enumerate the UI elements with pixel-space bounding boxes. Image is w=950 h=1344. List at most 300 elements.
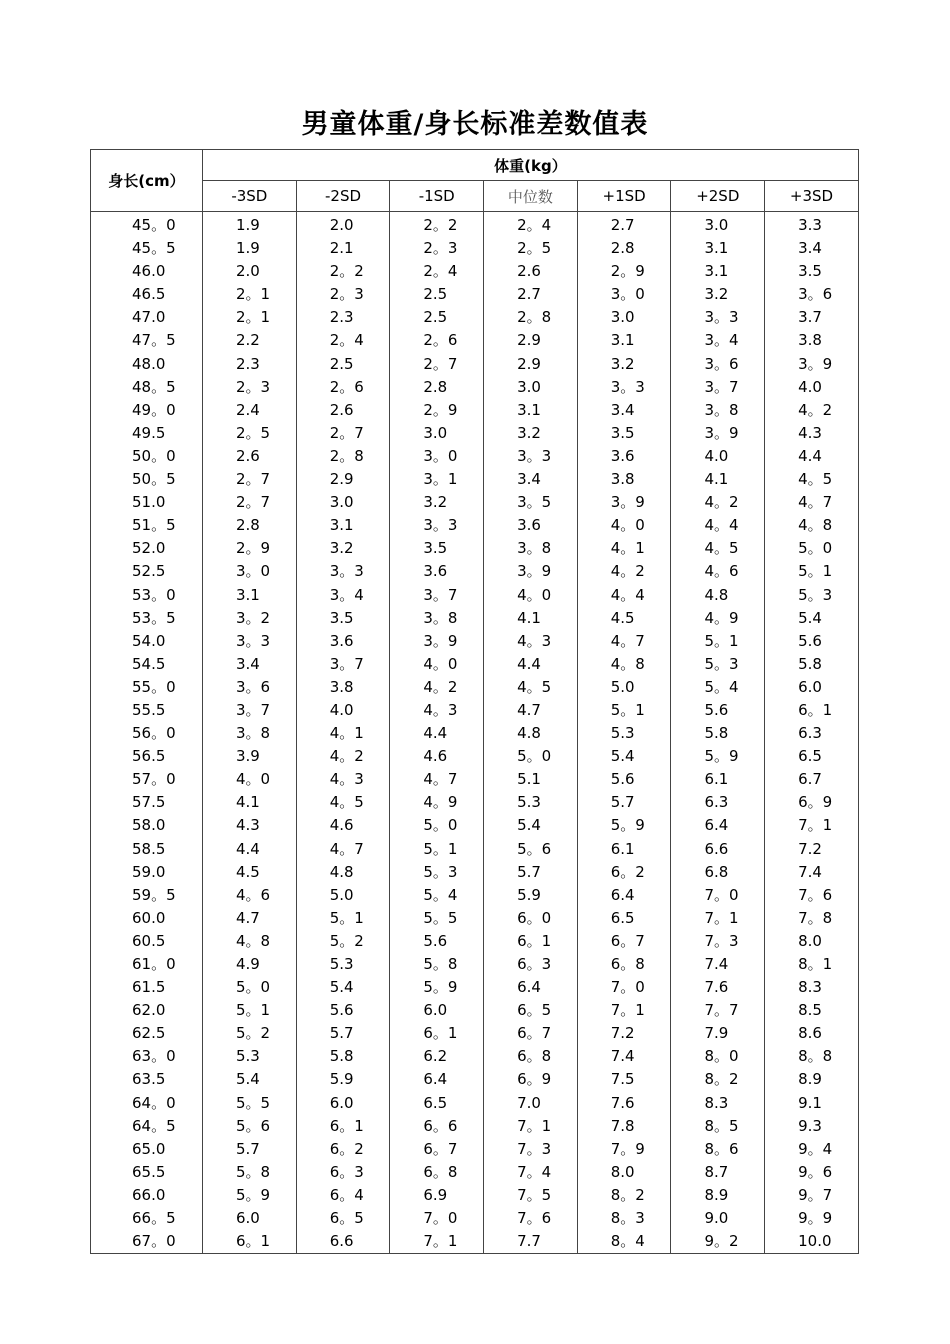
cell-plus-2sd: 8。0 [671, 1045, 765, 1068]
cell-length: 59。5 [91, 884, 203, 907]
cell-minus-2sd: 6.6 [296, 1230, 390, 1254]
cell-plus-2sd: 5。9 [671, 745, 765, 768]
cell-minus-1sd: 6。8 [390, 1161, 484, 1184]
cell-minus-2sd: 4。7 [296, 838, 390, 861]
cell-median: 4.4 [484, 653, 578, 676]
column-header-plus-2sd: +2SD [671, 181, 765, 212]
cell-plus-3sd: 8.5 [765, 999, 859, 1022]
cell-plus-1sd: 6。7 [577, 930, 671, 953]
cell-plus-1sd: 7.5 [577, 1068, 671, 1091]
cell-plus-1sd: 3。0 [577, 283, 671, 306]
cell-plus-1sd: 7。0 [577, 976, 671, 999]
table-row [91, 838, 859, 861]
cell-minus-1sd: 3.5 [390, 537, 484, 560]
cell-length: 46.5 [91, 283, 203, 306]
cell-minus-3sd: 2.0 [203, 260, 297, 283]
cell-plus-3sd: 9。4 [765, 1138, 859, 1161]
cell-minus-2sd: 3.2 [296, 537, 390, 560]
cell-minus-2sd: 2.6 [296, 399, 390, 422]
cell-plus-3sd: 8。8 [765, 1045, 859, 1068]
cell-minus-3sd: 2。3 [203, 376, 297, 399]
cell-plus-2sd: 4。6 [671, 560, 765, 583]
cell-length: 57。0 [91, 768, 203, 791]
cell-length: 53。0 [91, 584, 203, 607]
cell-minus-3sd: 1.9 [203, 237, 297, 260]
cell-length: 63。0 [91, 1045, 203, 1068]
table-row [91, 445, 859, 468]
cell-minus-2sd: 2.3 [296, 306, 390, 329]
cell-median: 6.4 [484, 976, 578, 999]
weight-for-length-table [90, 149, 859, 1254]
cell-plus-2sd: 3。6 [671, 353, 765, 376]
column-header-minus-2sd: -2SD [296, 181, 390, 212]
cell-median: 3.2 [484, 422, 578, 445]
cell-plus-3sd: 8.0 [765, 930, 859, 953]
cell-plus-2sd: 6.3 [671, 791, 765, 814]
cell-plus-3sd: 4。2 [765, 399, 859, 422]
table-row [91, 237, 859, 260]
cell-plus-3sd: 9.1 [765, 1092, 859, 1115]
cell-length: 45。0 [91, 212, 203, 238]
cell-median: 7。6 [484, 1207, 578, 1230]
cell-length: 47.0 [91, 306, 203, 329]
cell-minus-2sd: 3。3 [296, 560, 390, 583]
cell-plus-2sd: 4.1 [671, 468, 765, 491]
table-row [91, 768, 859, 791]
cell-median: 5.1 [484, 768, 578, 791]
cell-minus-1sd: 3。1 [390, 468, 484, 491]
cell-plus-3sd: 3.7 [765, 306, 859, 329]
cell-minus-2sd: 6.0 [296, 1092, 390, 1115]
cell-length: 66.0 [91, 1184, 203, 1207]
table-row [91, 699, 859, 722]
cell-plus-2sd: 3.1 [671, 237, 765, 260]
table-row [91, 861, 859, 884]
cell-length: 47。5 [91, 329, 203, 352]
cell-plus-3sd: 9。9 [765, 1207, 859, 1230]
cell-minus-3sd: 4。0 [203, 768, 297, 791]
cell-median: 6。8 [484, 1045, 578, 1068]
cell-plus-1sd: 2。9 [577, 260, 671, 283]
cell-length: 45。5 [91, 237, 203, 260]
cell-plus-2sd: 8.9 [671, 1184, 765, 1207]
cell-minus-1sd: 5。3 [390, 861, 484, 884]
cell-minus-3sd: 4.9 [203, 953, 297, 976]
cell-plus-1sd: 3.2 [577, 353, 671, 376]
cell-plus-1sd: 3.6 [577, 445, 671, 468]
cell-minus-2sd: 6。4 [296, 1184, 390, 1207]
cell-length: 55.5 [91, 699, 203, 722]
cell-minus-2sd: 2。8 [296, 445, 390, 468]
cell-minus-2sd: 5.0 [296, 884, 390, 907]
cell-median: 4.1 [484, 607, 578, 630]
cell-minus-1sd: 5.6 [390, 930, 484, 953]
cell-plus-3sd: 6.3 [765, 722, 859, 745]
cell-minus-3sd: 3.1 [203, 584, 297, 607]
cell-median: 2.7 [484, 283, 578, 306]
cell-median: 2.9 [484, 353, 578, 376]
cell-median: 3。9 [484, 560, 578, 583]
cell-plus-3sd: 7。1 [765, 814, 859, 837]
cell-plus-1sd: 8.0 [577, 1161, 671, 1184]
cell-median: 6。1 [484, 930, 578, 953]
cell-minus-3sd: 4.3 [203, 814, 297, 837]
cell-minus-2sd: 2。4 [296, 329, 390, 352]
cell-length: 67。0 [91, 1230, 203, 1254]
cell-plus-3sd: 3.8 [765, 329, 859, 352]
cell-plus-1sd: 3。3 [577, 376, 671, 399]
cell-minus-1sd: 2。2 [390, 212, 484, 238]
cell-length: 48。5 [91, 376, 203, 399]
cell-length: 52.0 [91, 537, 203, 560]
cell-median: 5。6 [484, 838, 578, 861]
cell-median: 6。3 [484, 953, 578, 976]
cell-length: 60.5 [91, 930, 203, 953]
cell-median: 2。8 [484, 306, 578, 329]
cell-plus-1sd: 3.8 [577, 468, 671, 491]
table-row [91, 260, 859, 283]
cell-minus-3sd: 2.4 [203, 399, 297, 422]
cell-minus-1sd: 5。1 [390, 838, 484, 861]
table-row [91, 884, 859, 907]
cell-length: 56。0 [91, 722, 203, 745]
cell-minus-2sd: 2.0 [296, 212, 390, 238]
cell-plus-2sd: 7。0 [671, 884, 765, 907]
cell-length: 49。0 [91, 399, 203, 422]
table-row [91, 329, 859, 352]
cell-minus-3sd: 5。9 [203, 1184, 297, 1207]
cell-plus-1sd: 4。2 [577, 560, 671, 583]
cell-minus-2sd: 5.7 [296, 1022, 390, 1045]
table-row [91, 306, 859, 329]
cell-plus-2sd: 5。4 [671, 676, 765, 699]
cell-minus-2sd: 3.8 [296, 676, 390, 699]
table-row [91, 907, 859, 930]
cell-plus-1sd: 7.4 [577, 1045, 671, 1068]
table-row [91, 930, 859, 953]
cell-plus-3sd: 6。1 [765, 699, 859, 722]
table-row [91, 953, 859, 976]
cell-minus-3sd: 2。7 [203, 491, 297, 514]
cell-length: 66。5 [91, 1207, 203, 1230]
cell-length: 51.0 [91, 491, 203, 514]
cell-minus-1sd: 5。9 [390, 976, 484, 999]
cell-minus-3sd: 2。1 [203, 283, 297, 306]
cell-plus-3sd: 5.4 [765, 607, 859, 630]
cell-minus-2sd: 3.0 [296, 491, 390, 514]
cell-plus-3sd: 8.6 [765, 1022, 859, 1045]
column-header-minus-3sd: -3SD [203, 181, 297, 212]
cell-minus-2sd: 2。3 [296, 283, 390, 306]
cell-plus-3sd: 5.8 [765, 653, 859, 676]
cell-plus-2sd: 8.7 [671, 1161, 765, 1184]
cell-minus-1sd: 2.5 [390, 306, 484, 329]
cell-minus-3sd: 4。6 [203, 884, 297, 907]
cell-plus-1sd: 8。4 [577, 1230, 671, 1254]
cell-median: 6。7 [484, 1022, 578, 1045]
cell-length: 48.0 [91, 353, 203, 376]
table-row [91, 1207, 859, 1230]
cell-plus-3sd: 4.0 [765, 376, 859, 399]
cell-minus-1sd: 4。0 [390, 653, 484, 676]
cell-length: 60.0 [91, 907, 203, 930]
cell-minus-2sd: 5.9 [296, 1068, 390, 1091]
cell-minus-3sd: 2.2 [203, 329, 297, 352]
cell-plus-3sd: 7.4 [765, 861, 859, 884]
cell-minus-1sd: 3。8 [390, 607, 484, 630]
cell-minus-3sd: 3。2 [203, 607, 297, 630]
cell-minus-1sd: 7。0 [390, 1207, 484, 1230]
cell-plus-3sd: 9.3 [765, 1115, 859, 1138]
cell-plus-2sd: 3.1 [671, 260, 765, 283]
cell-median: 5.9 [484, 884, 578, 907]
cell-minus-3sd: 5。2 [203, 1022, 297, 1045]
cell-minus-2sd: 5。1 [296, 907, 390, 930]
cell-plus-2sd: 4.0 [671, 445, 765, 468]
cell-median: 7.0 [484, 1092, 578, 1115]
cell-length: 64。5 [91, 1115, 203, 1138]
cell-length: 58.5 [91, 838, 203, 861]
cell-plus-2sd: 3。3 [671, 306, 765, 329]
cell-median: 6。0 [484, 907, 578, 930]
cell-plus-1sd: 3。9 [577, 491, 671, 514]
cell-minus-1sd: 2.8 [390, 376, 484, 399]
cell-length: 53。5 [91, 607, 203, 630]
cell-minus-1sd: 6.9 [390, 1184, 484, 1207]
table-row [91, 560, 859, 583]
table-row [91, 1230, 859, 1254]
cell-median: 4.7 [484, 699, 578, 722]
cell-length: 65.5 [91, 1161, 203, 1184]
table-row [91, 353, 859, 376]
cell-length: 49.5 [91, 422, 203, 445]
cell-plus-3sd: 6.5 [765, 745, 859, 768]
cell-plus-3sd: 3.4 [765, 237, 859, 260]
cell-minus-2sd: 6。5 [296, 1207, 390, 1230]
table-row [91, 814, 859, 837]
cell-length: 64。0 [91, 1092, 203, 1115]
table-row [91, 584, 859, 607]
cell-plus-2sd: 4。9 [671, 607, 765, 630]
cell-plus-2sd: 7。1 [671, 907, 765, 930]
cell-plus-1sd: 5。1 [577, 699, 671, 722]
cell-length: 56.5 [91, 745, 203, 768]
cell-plus-1sd: 2.8 [577, 237, 671, 260]
cell-minus-1sd: 3.0 [390, 422, 484, 445]
cell-median: 3。3 [484, 445, 578, 468]
cell-minus-3sd: 2.8 [203, 514, 297, 537]
cell-length: 62.5 [91, 1022, 203, 1045]
length-column-header: 身长(cm） [91, 150, 203, 212]
table-row [91, 791, 859, 814]
cell-plus-2sd: 6.6 [671, 838, 765, 861]
cell-minus-1sd: 4。2 [390, 676, 484, 699]
cell-length: 54.0 [91, 630, 203, 653]
cell-minus-1sd: 4.6 [390, 745, 484, 768]
cell-plus-3sd: 9。7 [765, 1184, 859, 1207]
column-header-minus-1sd: -1SD [390, 181, 484, 212]
cell-plus-2sd: 8。5 [671, 1115, 765, 1138]
cell-minus-3sd: 2。9 [203, 537, 297, 560]
cell-plus-1sd: 7。1 [577, 999, 671, 1022]
cell-minus-2sd: 5。2 [296, 930, 390, 953]
cell-minus-3sd: 4.5 [203, 861, 297, 884]
cell-minus-1sd: 4.4 [390, 722, 484, 745]
cell-length: 54.5 [91, 653, 203, 676]
cell-minus-1sd: 5。5 [390, 907, 484, 930]
cell-plus-1sd: 4。0 [577, 514, 671, 537]
cell-median: 7。5 [484, 1184, 578, 1207]
cell-plus-3sd: 4.3 [765, 422, 859, 445]
cell-minus-1sd: 6.2 [390, 1045, 484, 1068]
cell-median: 3.4 [484, 468, 578, 491]
cell-minus-2sd: 5.8 [296, 1045, 390, 1068]
cell-minus-1sd: 6。1 [390, 1022, 484, 1045]
cell-plus-2sd: 3。9 [671, 422, 765, 445]
table-row [91, 537, 859, 560]
cell-plus-1sd: 6.5 [577, 907, 671, 930]
cell-minus-2sd: 3.5 [296, 607, 390, 630]
cell-minus-1sd: 2。3 [390, 237, 484, 260]
cell-plus-2sd: 7。3 [671, 930, 765, 953]
table-row [91, 1068, 859, 1091]
cell-median: 4.8 [484, 722, 578, 745]
cell-plus-2sd: 5.6 [671, 699, 765, 722]
cell-plus-2sd: 8。6 [671, 1138, 765, 1161]
cell-minus-1sd: 3。9 [390, 630, 484, 653]
cell-plus-1sd: 5.4 [577, 745, 671, 768]
cell-plus-3sd: 3。9 [765, 353, 859, 376]
cell-plus-2sd: 4。4 [671, 514, 765, 537]
cell-plus-2sd: 4.8 [671, 584, 765, 607]
cell-minus-1sd: 4。7 [390, 768, 484, 791]
cell-minus-1sd: 2。7 [390, 353, 484, 376]
cell-minus-2sd: 3.6 [296, 630, 390, 653]
cell-plus-3sd: 4。7 [765, 491, 859, 514]
cell-median: 4。5 [484, 676, 578, 699]
cell-plus-1sd: 8。3 [577, 1207, 671, 1230]
cell-plus-3sd: 10.0 [765, 1230, 859, 1254]
cell-median: 2.6 [484, 260, 578, 283]
cell-minus-2sd: 4。1 [296, 722, 390, 745]
table-row [91, 630, 859, 653]
cell-plus-2sd: 7.4 [671, 953, 765, 976]
cell-median: 4。3 [484, 630, 578, 653]
cell-length: 58.0 [91, 814, 203, 837]
cell-minus-2sd: 6。2 [296, 1138, 390, 1161]
cell-plus-1sd: 4。7 [577, 630, 671, 653]
table-row [91, 999, 859, 1022]
cell-plus-1sd: 5.6 [577, 768, 671, 791]
cell-plus-3sd: 7.2 [765, 838, 859, 861]
cell-length: 51。5 [91, 514, 203, 537]
table-row [91, 422, 859, 445]
cell-minus-2sd: 6。1 [296, 1115, 390, 1138]
cell-minus-2sd: 2.1 [296, 237, 390, 260]
cell-minus-2sd: 5.6 [296, 999, 390, 1022]
cell-median: 2。5 [484, 237, 578, 260]
cell-minus-3sd: 3。3 [203, 630, 297, 653]
cell-plus-2sd: 6.8 [671, 861, 765, 884]
cell-minus-2sd: 3。4 [296, 584, 390, 607]
cell-median: 5。0 [484, 745, 578, 768]
table-row [91, 653, 859, 676]
cell-length: 55。0 [91, 676, 203, 699]
cell-plus-3sd: 3.5 [765, 260, 859, 283]
cell-plus-2sd: 3.0 [671, 212, 765, 238]
cell-minus-2sd: 4。3 [296, 768, 390, 791]
table-row [91, 1138, 859, 1161]
cell-plus-3sd: 6.0 [765, 676, 859, 699]
column-header-median: 中位数 [484, 181, 578, 212]
cell-length: 46.0 [91, 260, 203, 283]
cell-median: 2.9 [484, 329, 578, 352]
cell-plus-2sd: 9.0 [671, 1207, 765, 1230]
cell-minus-1sd: 3。7 [390, 584, 484, 607]
table-row [91, 1161, 859, 1184]
cell-minus-1sd: 7。1 [390, 1230, 484, 1254]
cell-plus-3sd: 4。8 [765, 514, 859, 537]
cell-plus-1sd: 4。8 [577, 653, 671, 676]
cell-minus-1sd: 4。3 [390, 699, 484, 722]
table-row [91, 376, 859, 399]
table-row [91, 514, 859, 537]
cell-median: 3.6 [484, 514, 578, 537]
cell-median: 5.4 [484, 814, 578, 837]
cell-minus-3sd: 6。1 [203, 1230, 297, 1254]
cell-length: 65.0 [91, 1138, 203, 1161]
page-title: 男童体重/身长标准差数值表 [301, 109, 649, 140]
cell-plus-3sd: 5。1 [765, 560, 859, 583]
cell-median: 6。9 [484, 1068, 578, 1091]
cell-length: 50。5 [91, 468, 203, 491]
cell-plus-3sd: 4。5 [765, 468, 859, 491]
cell-plus-1sd: 6.1 [577, 838, 671, 861]
cell-plus-1sd: 7.6 [577, 1092, 671, 1115]
cell-plus-2sd: 3。8 [671, 399, 765, 422]
cell-minus-3sd: 3.9 [203, 745, 297, 768]
cell-median: 7。4 [484, 1161, 578, 1184]
table-row [91, 1115, 859, 1138]
cell-minus-1sd: 6.5 [390, 1092, 484, 1115]
cell-minus-1sd: 2。9 [390, 399, 484, 422]
cell-minus-3sd: 5.7 [203, 1138, 297, 1161]
cell-minus-1sd: 3。0 [390, 445, 484, 468]
table-row [91, 399, 859, 422]
cell-plus-1sd: 7.8 [577, 1115, 671, 1138]
cell-length: 57.5 [91, 791, 203, 814]
cell-minus-2sd: 5.4 [296, 976, 390, 999]
weight-group-header: 体重(kg） [203, 150, 859, 181]
cell-minus-2sd: 3.1 [296, 514, 390, 537]
cell-minus-3sd: 3。7 [203, 699, 297, 722]
cell-minus-3sd: 5。5 [203, 1092, 297, 1115]
cell-plus-2sd: 4。5 [671, 537, 765, 560]
cell-minus-3sd: 2。5 [203, 422, 297, 445]
cell-median: 7。3 [484, 1138, 578, 1161]
cell-plus-2sd: 7.6 [671, 976, 765, 999]
cell-minus-2sd: 3。7 [296, 653, 390, 676]
cell-minus-2sd: 2.9 [296, 468, 390, 491]
cell-plus-2sd: 3。4 [671, 329, 765, 352]
cell-plus-3sd: 5。0 [765, 537, 859, 560]
cell-plus-3sd: 3。6 [765, 283, 859, 306]
cell-median: 7。1 [484, 1115, 578, 1138]
table-row [91, 1022, 859, 1045]
cell-plus-1sd: 3.4 [577, 399, 671, 422]
cell-minus-3sd: 2。1 [203, 306, 297, 329]
cell-minus-3sd: 5。1 [203, 999, 297, 1022]
